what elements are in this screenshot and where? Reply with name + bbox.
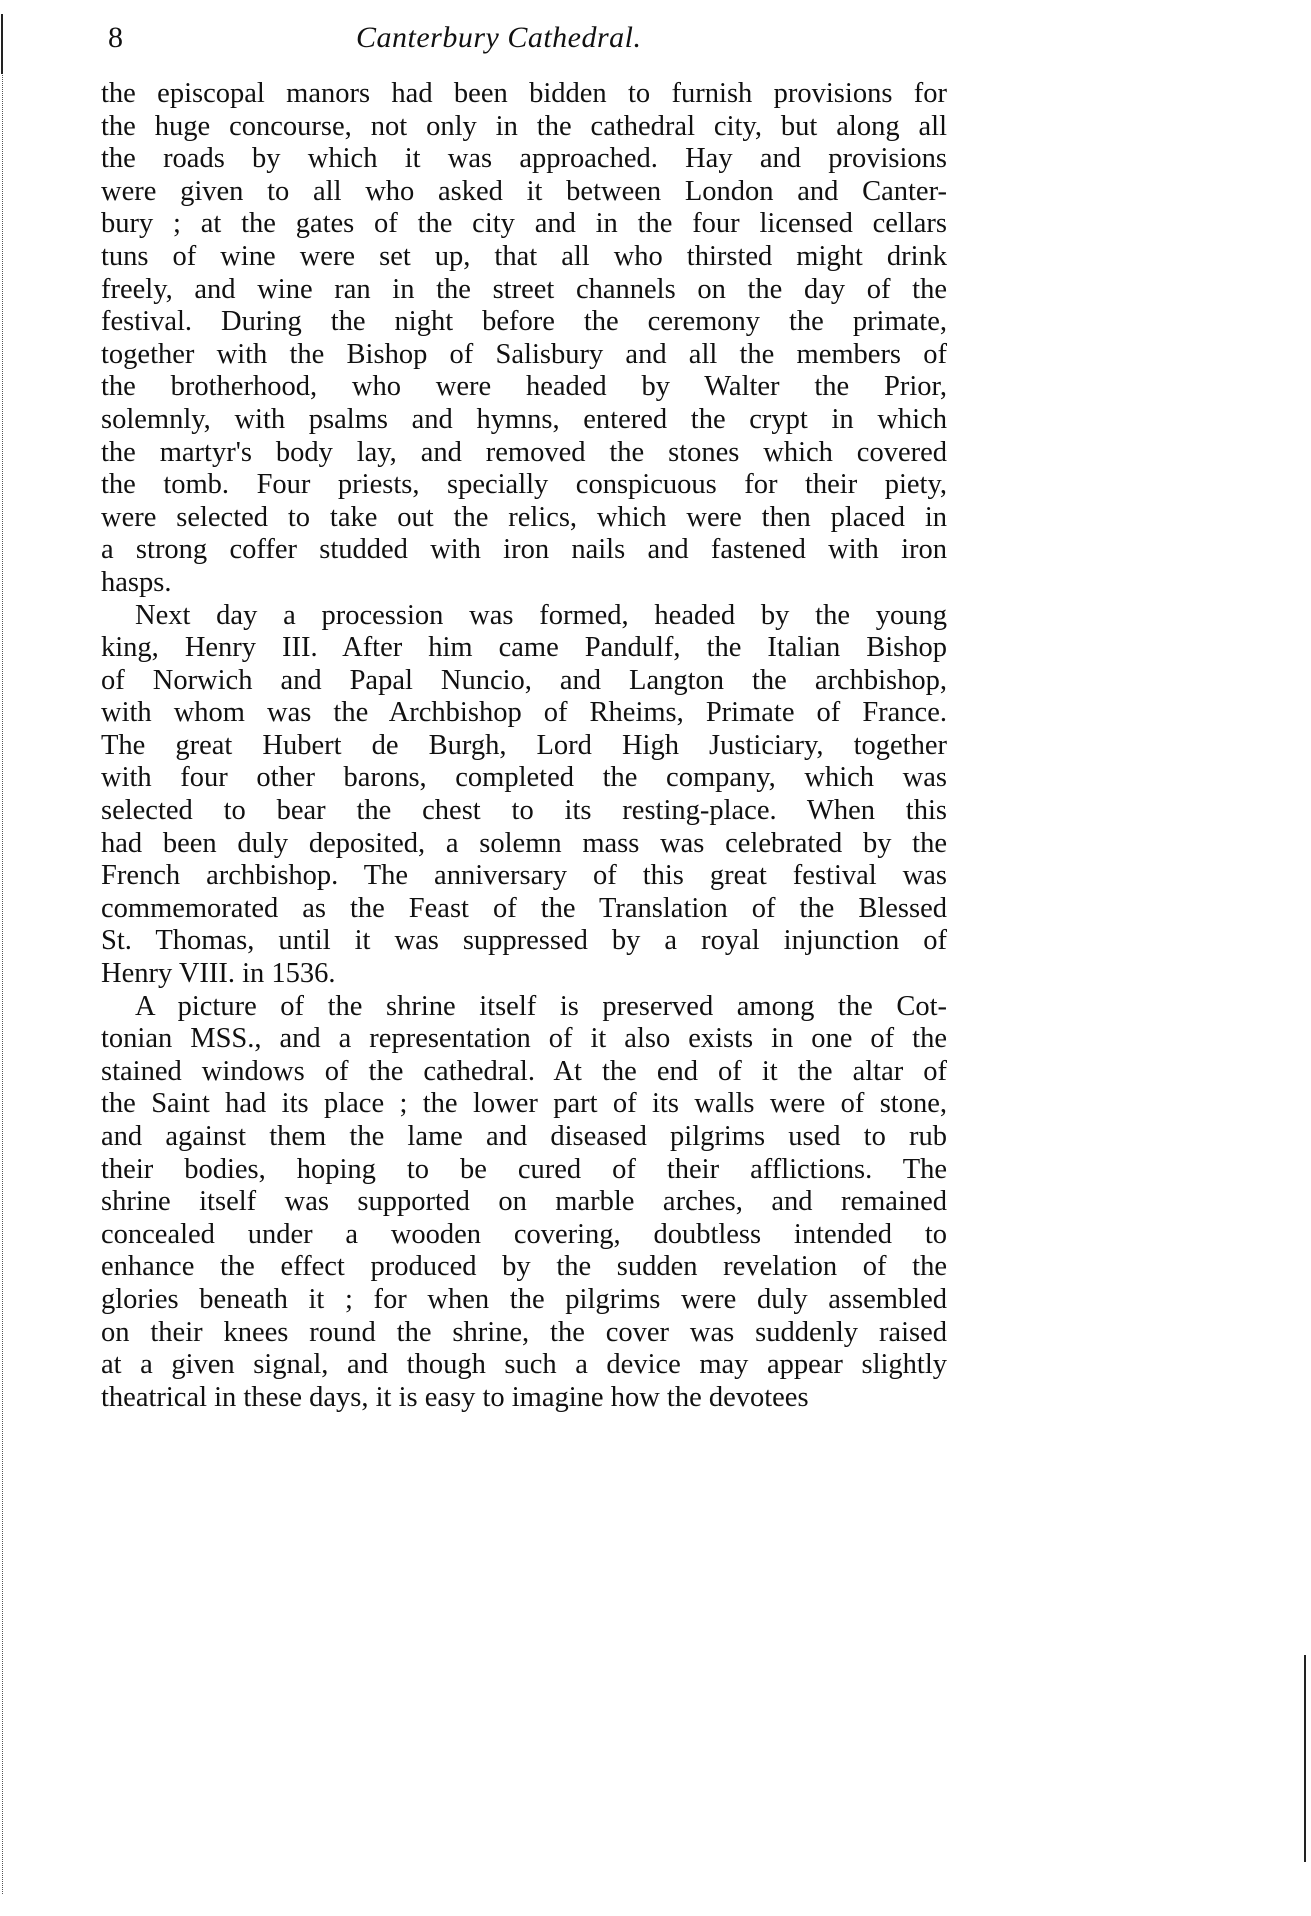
text-line: solemnly, with psalms and hymns, entered the crypt in which — [101, 403, 947, 435]
text-line: shrine itself was supported on marble arches, and remained — [101, 1186, 947, 1218]
text-line: A picture of the shrine itself is preserved among the Cot- — [135, 990, 947, 1022]
text-line: stained windows of the cathedral. At the end of it the altar of — [101, 1055, 947, 1087]
text-line: with four other barons, completed the company, which was — [101, 762, 947, 794]
page-edge-left-mark — [1, 14, 3, 74]
text-line: tuns of wine were set up, that all who thirsted might drink — [101, 240, 947, 272]
text-line: king, Henry III. After him came Pandulf, the Italian Bishop — [101, 632, 947, 664]
text-line: enhance the effect produced by the sudden revelation of the — [101, 1251, 947, 1283]
text-line: were selected to take out the relics, which were then placed in — [101, 501, 947, 533]
text-line: the brotherhood, who were headed by Walter the Prior, — [101, 371, 947, 403]
text-line: tonian MSS., and a representation of it also exists in one of the — [101, 1023, 947, 1055]
text-line: at a given signal, and though such a device may appear slightly — [101, 1349, 947, 1381]
text-line: their bodies, hoping to be cured of their afflictions. The — [101, 1153, 947, 1185]
page-edge-right-mark — [1304, 1655, 1306, 1862]
text-line: Henry VIII. in 1536. — [101, 958, 336, 990]
text-line: together with the Bishop of Salisbury and all the members of — [101, 338, 947, 370]
text-line: the roads by which it was approached. Hay and provisions — [101, 143, 947, 175]
body-text — [101, 78, 947, 1414]
running-title: Canterbury Cathedral. — [356, 21, 642, 54]
page-edge-left — [2, 14, 3, 1894]
text-line: of Norwich and Papal Nuncio, and Langton the archbishop, — [101, 664, 947, 696]
text-line: were given to all who asked it between London and Canter- — [101, 175, 947, 207]
paragraph — [101, 991, 947, 1415]
text-line: The great Hubert de Burgh, Lord High Justiciary, together — [101, 729, 947, 761]
text-line: glories beneath it ; for when the pilgrims were duly assembled — [101, 1283, 947, 1315]
text-line: the tomb. Four priests, specially conspicuous for their piety, — [101, 469, 947, 501]
paragraph — [101, 78, 947, 600]
text-line: the Saint had its place ; the lower part of its walls were of stone, — [101, 1088, 947, 1120]
text-line: the huge concourse, not only in the cathedral city, but along all — [101, 110, 947, 142]
text-line: theatrical in these days, it is easy to imagine how the devotees — [101, 1381, 809, 1413]
text-line: commemorated as the Feast of the Translation of the Blessed — [101, 892, 947, 924]
text-line: selected to bear the chest to its resting-place. When this — [101, 795, 947, 827]
text-line: festival. During the night before the ceremony the primate, — [101, 306, 947, 338]
text-line: the episcopal manors had been bidden to furnish provisions for — [101, 78, 947, 109]
text-line: with whom was the Archbishop of Rheims, Primate of France. — [101, 697, 947, 729]
text-line: hasps. — [101, 566, 172, 598]
text-line: St. Thomas, until it was suppressed by a royal injunction of — [101, 925, 947, 957]
text-line: the martyr's body lay, and removed the stones which covered — [101, 436, 947, 468]
text-line: on their knees round the shrine, the cover was suddenly raised — [101, 1316, 947, 1348]
text-line: and against them the lame and diseased pilgrims used to rub — [101, 1121, 947, 1152]
text-line: concealed under a wooden covering, doubtless intended to — [101, 1218, 947, 1250]
text-line: had been duly deposited, a solemn mass was celebrated by the — [101, 827, 947, 859]
text-line: a strong coffer studded with iron nails and fastened with iron — [101, 534, 947, 566]
text-line: French archbishop. The anniversary of this great festival was — [101, 860, 947, 892]
page-header — [108, 18, 948, 58]
text-line: freely, and wine ran in the street channels on the day of the — [101, 273, 947, 305]
paragraph — [101, 600, 947, 991]
page-number: 8 — [108, 21, 123, 54]
text-line: Next day a procession was formed, headed by the young — [135, 599, 947, 631]
text-line: bury ; at the gates of the city and in the four licensed cellars — [101, 208, 947, 240]
